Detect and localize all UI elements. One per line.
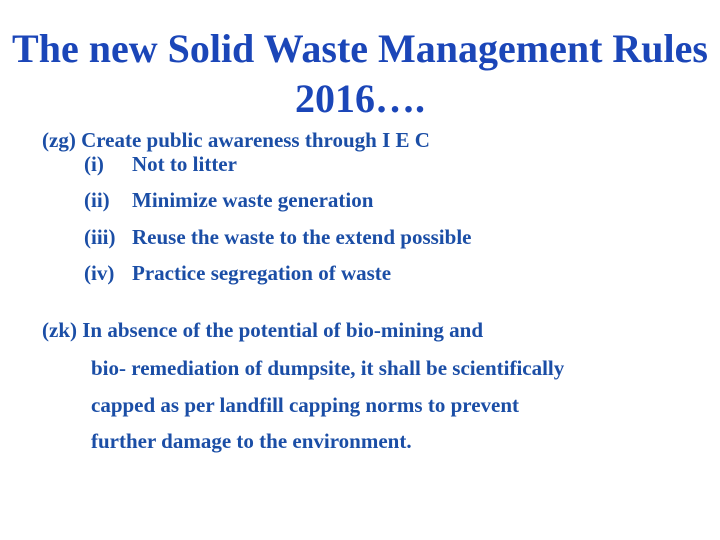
zk-label: (zk) [42,318,77,342]
list-item [84,261,391,285]
list-item-text: Not to litter [132,152,237,176]
list-item-number: (iii) [84,225,116,249]
zk-line-3: capped as per landfill capping norms to prevent [91,393,520,417]
zk-line-4: further damage to the environment. [91,429,412,453]
zg-heading-row [42,128,430,152]
list-item-text: Minimize waste generation [132,188,374,212]
list-item-text: Reuse the waste to the extend possible [132,225,472,249]
list-item [84,188,373,212]
slide-title-line-1: The new Solid Waste Management Rules [12,26,708,71]
list-item-number: (ii) [84,188,110,212]
zg-label: (zg) [42,128,76,152]
list-item-text: Practice segregation of waste [132,261,392,285]
zg-heading: Create public awareness through I E C [81,128,430,152]
list-item [84,152,237,176]
zk-line-1: In absence of the potential of bio-mining and [82,318,484,342]
slide-title-line-2: 2016…. [295,76,425,121]
list-item-number: (iv) [84,261,115,285]
list-item [84,225,471,249]
zk-first-line [42,318,483,342]
slide-title [0,24,720,124]
zk-line-2: bio- remediation of dumpsite, it shall be scientifically [91,356,565,380]
list-item-number: (i) [84,152,104,176]
